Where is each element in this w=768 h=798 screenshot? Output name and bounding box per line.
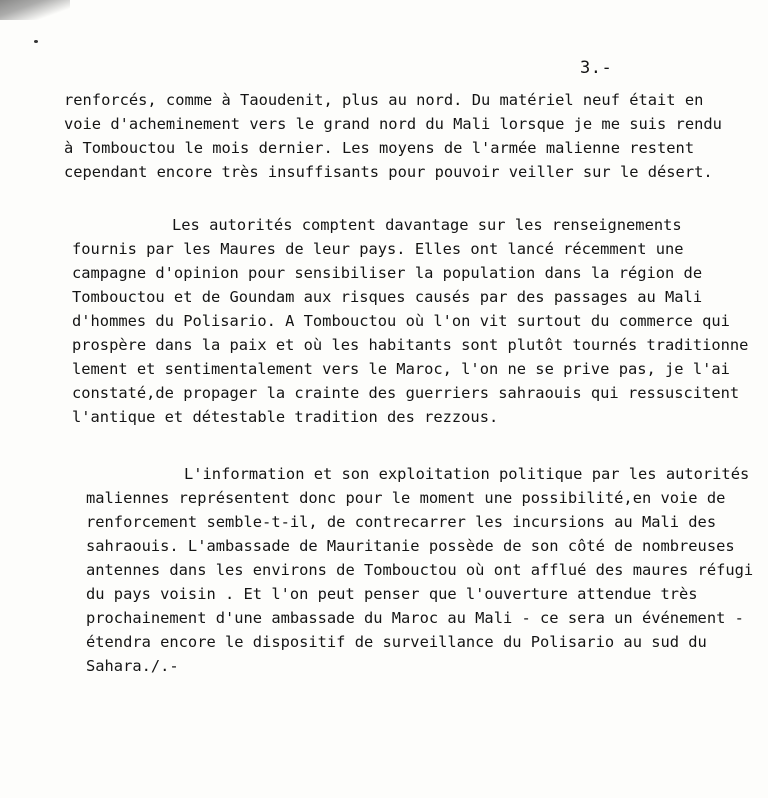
paragraph-3-line-8: étendra encore le dispositif de surveillance du Polisario au sud du <box>86 633 707 651</box>
paragraph-1-line-4: cependant encore très insuffisants pour pouvoir veiller sur le désert. <box>64 163 713 181</box>
paragraph-3-line-3: renforcement semble-t-il, de contrecarrer les incursions au Mali des <box>86 513 717 531</box>
paragraph-3-line-1: L'information et son exploitation politique par les autorités <box>184 465 750 483</box>
paragraph-2-line-2: fournis par les Maures de leur pays. Elles ont lancé récemment une <box>72 240 684 258</box>
scan-corner-shadow <box>0 0 70 20</box>
paragraph-3-line-6: du pays voisin . Et l'on peut penser que l'ouverture attendue très <box>86 585 698 603</box>
paragraph-1-line-1: renforcés, comme à Taoudenit, plus au nord. Du matériel neuf était en <box>64 91 704 109</box>
paragraph-3-line-7: prochainement d'une ambassade du Maroc au Mali - ce sera un événement - <box>86 609 744 627</box>
paragraph-3-line-2: maliennes représentent donc pour le moment une possibilité,en voie de <box>86 489 726 507</box>
paragraph-1-line-3: à Tombouctou le mois dernier. Les moyens de l'armée malienne restent <box>64 139 695 157</box>
paragraph-2-line-3: campagne d'opinion pour sensibiliser la population dans la région de <box>72 264 703 282</box>
paragraph-3-line-9: Sahara./.- <box>86 657 179 675</box>
paragraph-1-line-2: voie d'acheminement vers le grand nord du Mali lorsque je me suis rendu <box>64 115 722 133</box>
paragraph-2-line-7: lement et sentimentalement vers le Maroc, l'on ne se prive pas, je l'ai <box>72 360 730 378</box>
paragraph-2-line-8: constaté,de propager la crainte des guerriers sahraouis qui ressuscitent <box>72 384 740 402</box>
paragraph-2-line-1: Les autorités comptent davantage sur les renseignements <box>172 216 682 234</box>
paragraph-2-line-6: prospère dans la paix et où les habitants sont plutôt tournés traditionne <box>72 336 749 354</box>
scan-speck <box>34 40 38 43</box>
paragraph-2-line-4: Tombouctou et de Goundam aux risques causés par des passages au Mali <box>72 288 703 306</box>
paragraph-3-line-4: sahraouis. L'ambassade de Mauritanie possède de son côté de nombreuses <box>86 537 735 555</box>
paragraph-2-line-5: d'hommes du Polisario. A Tombouctou où l'on vit surtout du commerce qui <box>72 312 730 330</box>
paragraph-2-line-9: l'antique et détestable tradition des rezzous. <box>72 408 499 426</box>
page-number: 3.- <box>580 58 613 78</box>
paragraph-3-line-5: antennes dans les environs de Tombouctou où ont afflué des maures réfugi <box>86 561 754 579</box>
